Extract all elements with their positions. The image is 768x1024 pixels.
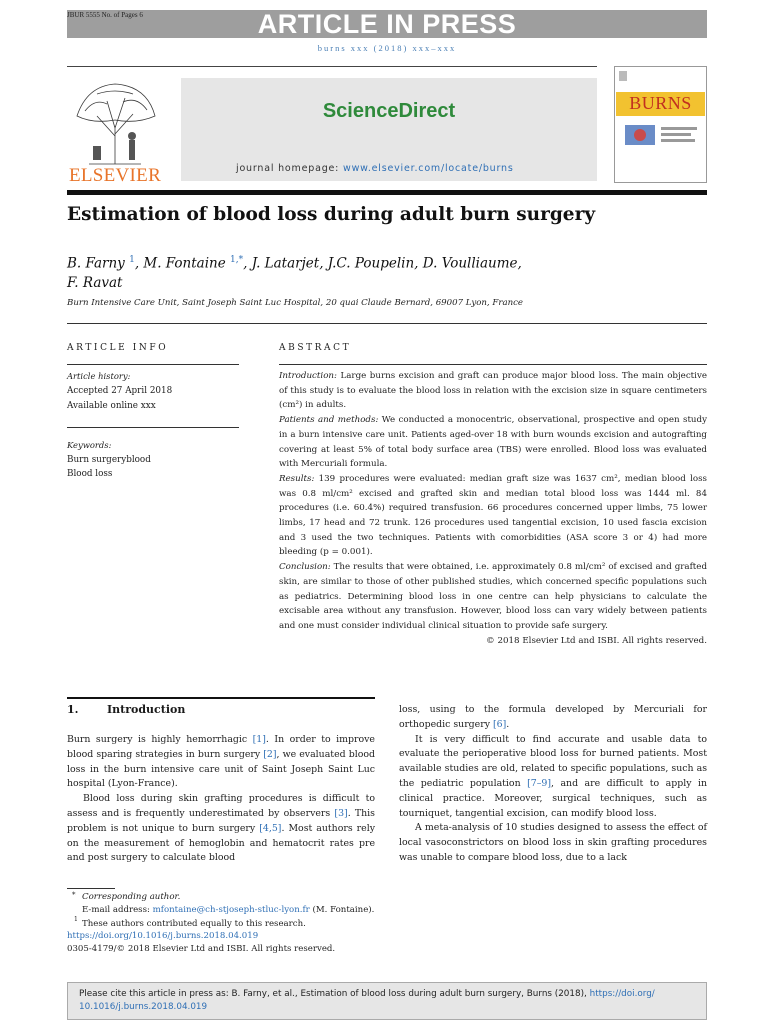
abstract-intro-label: Introduction: [279, 371, 337, 381]
journal-homepage [236, 163, 514, 174]
reference-link[interactable]: [2] [263, 748, 277, 760]
abstract-heading: ABSTRACT [279, 343, 352, 353]
keywords-rule [67, 427, 239, 428]
title-rule [67, 190, 707, 195]
intro-paragraph [67, 733, 375, 792]
author-note-ref[interactable]: 1 [129, 255, 135, 265]
intro-paragraph: A meta-analysis of 10 studies designed to assess the effect of local vasoconstrictors on blood loss in skin grafting procedures was unable to compare blood loss, due to a lack [399, 822, 707, 863]
intro-paragraph [399, 703, 707, 733]
email-suffix: (M. Fontaine). [309, 905, 375, 915]
section-title: Introduction [107, 703, 186, 716]
elsevier-logo: ELSEVIER [68, 165, 162, 186]
abstract-methods-label: Patients and methods: [279, 415, 379, 426]
author-list [67, 251, 567, 293]
citation-doi-link[interactable]: 10.1016/j.burns.2018.04.019 [79, 1002, 208, 1012]
intro-paragraph [399, 733, 707, 822]
abstract-results-text: 139 procedures were evaluated: median graft size was 1637 cm², median blood loss was 0.8 ml/cm² excised and grafted skin and median total blood loss was 1444 ml. 84 procedures (i.e. 60.4%) required transfusion. 66 procedures concerned upper limbs, 75 lower limbs, 17 head and 72 trunk. 126 procedures used tangential excision, 10 used fascia excision and 3 used the two techniques. Patients with comorbidities (ASA score 3 or 4) had more bleeding (p = 0.001). [279, 473, 707, 558]
journal-cover[interactable] [614, 66, 707, 183]
banner-text: ARTICLE IN PRESS [257, 9, 517, 39]
keyword: Blood loss [67, 469, 113, 479]
abstract-conclusion [279, 560, 707, 634]
equal-contribution-note: These authors contributed equally to this research. [82, 919, 306, 929]
header-rule [67, 66, 597, 67]
homepage-label: journal homepage: [236, 163, 343, 174]
body-text: , and are difficult to apply in clinical practice. Moreover, surgical techniques, such as tourniquet, tangential excision, can modify blood loss. [399, 777, 708, 819]
author-note-ref[interactable]: 1,* [230, 255, 244, 265]
intro-left-column [67, 733, 375, 866]
body-text: It is very difficult to find accurate and usable data to evaluate the perioperative blood loss for burned patients. Most available studies are old, related to specific populations, such as the pediatric population [399, 733, 707, 789]
reference-link[interactable]: [4,5] [259, 822, 282, 834]
abstract-methods [279, 413, 707, 472]
article-title: Estimation of blood loss during adult burn surgery [67, 204, 596, 225]
author-text: , J. Latarjet, J.C. Poupelin, D. Voulliaume, [243, 255, 522, 272]
footnote-star: * [72, 891, 76, 899]
history-label: Article history: [67, 371, 131, 381]
abstract-methods-text: We conducted a monocentric, observational, prospective and open study in a burn intensive care unit. Patients aged-over 18 with burn wounds excision and autografting covering at least 5% of total body surface area (TBS) were enrolled. Blood loss was evaluated with Mercuriali formula. [279, 415, 707, 470]
abstract-conclusion-label: Conclusion: [279, 562, 331, 573]
body-text: Blood loss during skin grafting procedures is difficult to assess and is frequently underestimated by observers [67, 793, 375, 819]
reference-link[interactable]: [3] [334, 807, 348, 819]
abstract-results-label: Results: [279, 473, 315, 484]
cover-title: BURNS [629, 93, 692, 113]
author-text: , M. Fontaine [134, 255, 231, 272]
corresponding-author-note: Corresponding author. [82, 892, 181, 902]
article-info-heading: ARTICLE INFO [67, 343, 169, 353]
email-label: E-mail address: [82, 905, 153, 915]
body-text: loss, using to the formula developed by Mercuriali for orthopedic surgery [399, 704, 707, 730]
section-rule [67, 697, 375, 699]
issn-line: 0305-4179/© 2018 Elsevier Ltd and ISBI. All rights reserved. [67, 944, 336, 954]
sciencedirect-title[interactable]: ScienceDirect [322, 100, 456, 122]
abstract-body [279, 369, 707, 648]
online-date: Available online xxx [67, 401, 156, 411]
section-number: 1. [67, 703, 79, 716]
body-text: . [506, 718, 510, 730]
email-line [82, 905, 374, 915]
accepted-date: Accepted 27 April 2018 [67, 386, 173, 396]
article-info-rule [67, 364, 239, 365]
body-text: . This problem is not unique to burn surgery [67, 807, 375, 834]
reference-link[interactable]: [6] [493, 718, 507, 730]
citation-body: Please cite this article in press as: B. Farny, et al., Estimation of blood loss during adult burn surgery, Burns (2018), [79, 989, 590, 999]
body-text: . Most authors rely on the measurement of hemoglobin and hematocrit rates pre and post surgery to calculate blood [67, 822, 375, 864]
abstract-copyright: © 2018 Elsevier Ltd and ISBI. All rights reserved. [486, 635, 707, 646]
author-text: F. Ravat [67, 274, 123, 291]
author-text: B. Farny [67, 255, 130, 272]
abstract-conclusion-text: The results that were obtained, i.e. approximately 0.8 ml/cm² of excised and grafted skin, are similar to those of other published studies, which concerned specific populations such as pediatrics. Determining blood loss in one centre can help physicians to calculate the excisable area without any transfusion. However, blood loss can vary widely between patients and one must consider individual clinical situation to provide safe surgery. [279, 562, 707, 631]
reference-link[interactable]: [1] [252, 734, 266, 745]
abstract-results [279, 472, 707, 560]
affiliation: Burn Intensive Care Unit, Saint Joseph Saint Luc Hospital, 20 quai Claude Bernard, 69007 Lyon, France [67, 298, 523, 308]
abstract-rule [279, 364, 707, 365]
reference-link[interactable]: [7–9] [527, 777, 552, 789]
footnote-one: 1 [74, 916, 78, 923]
citation-text [79, 988, 699, 1014]
body-text: . In order to improve blood sparing strategies in burn surgery [67, 734, 375, 760]
body-text: Burn surgery is highly hemorrhagic [67, 734, 253, 745]
affiliation-rule [67, 323, 707, 324]
keywords-label: Keywords: [67, 440, 112, 450]
body-text: , we evaluated blood loss in the burn intensive care unit of Saint Joseph Saint Luc hospital (Lyon-France). [67, 748, 375, 790]
intro-paragraph [67, 792, 375, 866]
abstract-intro [279, 369, 707, 413]
homepage-link[interactable]: www.elsevier.com/locate/burns [343, 163, 514, 174]
journal-line: burns xxx (2018) xxx–xxx [317, 43, 457, 53]
intro-right-column [399, 703, 707, 866]
email-link[interactable]: mfontaine@ch-stjoseph-stluc-lyon.fr [152, 905, 310, 915]
doi-link[interactable]: https://doi.org/10.1016/j.burns.2018.04.019 [67, 931, 259, 941]
journal-id: JBUR 5555 No. of Pages 6 [67, 11, 143, 19]
citation-doi-link[interactable]: https://doi.org/ [589, 989, 655, 999]
footnote-rule [67, 888, 115, 889]
abstract-intro-text: Large burns excision and graft can produce major blood loss. The main objective of this study is to evaluate the blood loss in relation with the excision size in square centimeters (cm²) in adults. [279, 371, 707, 411]
doi-line [67, 931, 258, 941]
keyword: Burn surgeryblood [67, 455, 151, 465]
